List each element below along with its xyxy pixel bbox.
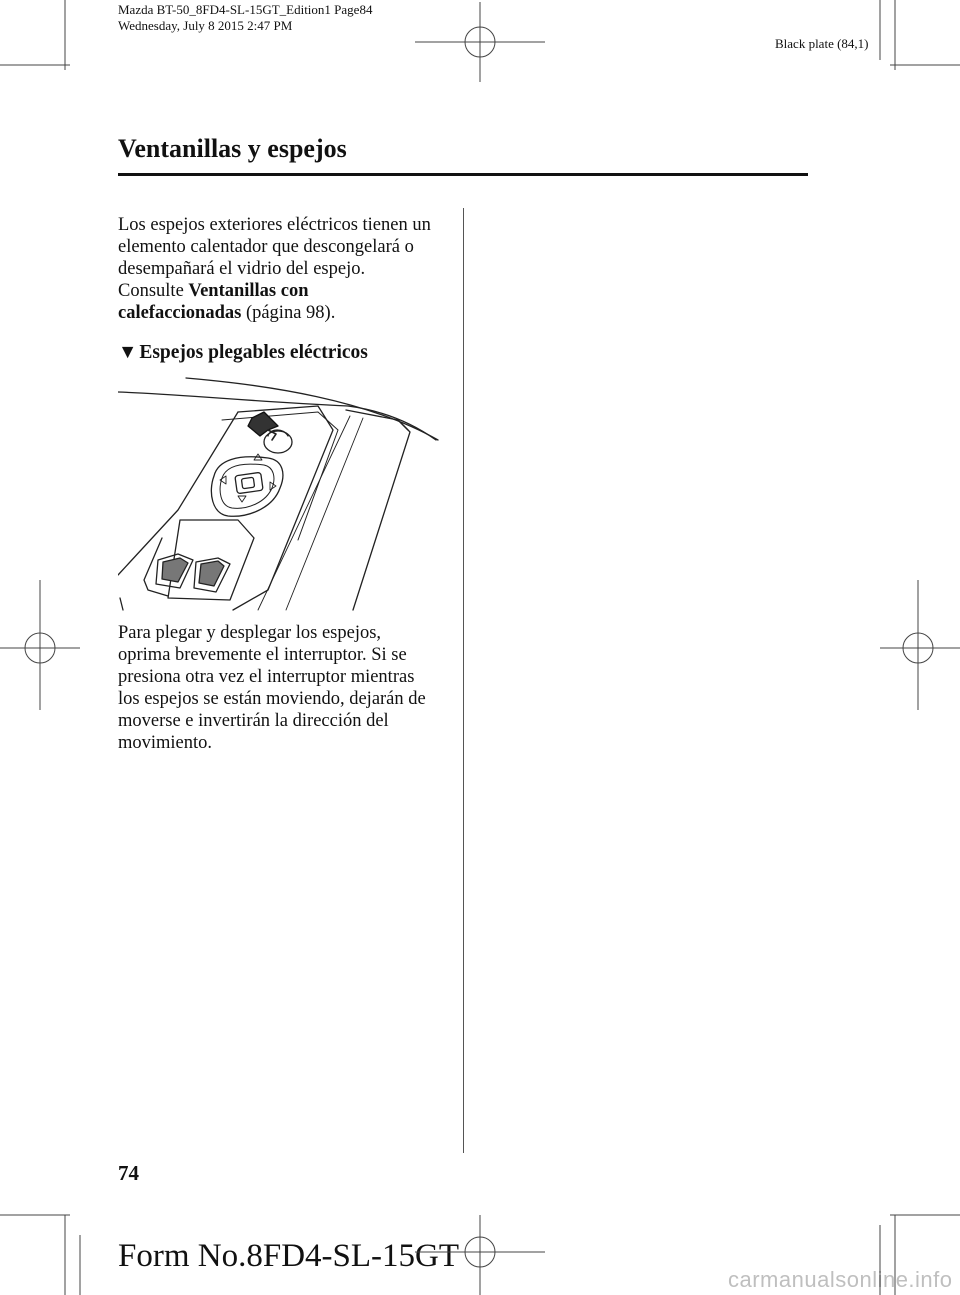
instructions-line-4: los espejos se están moviendo, dejarán de <box>118 689 426 709</box>
page-number: 74 <box>118 1161 139 1185</box>
cross-reference-link-1[interactable]: Ventanillas con <box>188 281 309 301</box>
registration-mark-right <box>880 580 960 710</box>
print-header-file: Mazda BT-50_8FD4-SL-15GT_Edition1 Page84 <box>118 2 373 17</box>
registration-mark-top <box>415 2 545 82</box>
registration-mark-left <box>0 580 80 710</box>
intro-line-1: Los espejos exteriores eléctricos tienen un <box>118 215 431 235</box>
instructions-line-1: Para plegar y desplegar los espejos, <box>118 623 382 643</box>
watermark: carmanualsonline.info <box>728 1267 953 1292</box>
page-reference: (página 98). <box>241 303 336 323</box>
subsection-heading-text: Espejos plegables eléctricos <box>139 342 368 363</box>
intro-line-2: elemento calentador que descongelará o <box>118 237 414 257</box>
print-header-date: Wednesday, July 8 2015 2:47 PM <box>118 18 293 33</box>
registration-mark-bottom <box>415 1215 545 1295</box>
instructions-line-3: presiona otra vez el interruptor mientras <box>118 667 415 687</box>
instructions-line-5: moverse e invertirán la dirección del <box>118 711 389 731</box>
consult-text: Consulte <box>118 281 189 301</box>
triangle-marker-icon: ▼ <box>118 342 138 363</box>
intro-line-3: desempañará el vidrio del espejo. <box>118 259 366 279</box>
section-title: Ventanillas y espejos <box>118 134 347 163</box>
black-plate-label: Black plate (84,1) <box>775 36 869 51</box>
cross-reference-link-2[interactable]: calefaccionadas <box>118 303 242 323</box>
form-number: Form No.8FD4-SL-15GT <box>118 1238 460 1274</box>
instructions-line-6: movimiento. <box>118 733 213 753</box>
instructions-line-2: oprima brevemente el interruptor. Si se <box>118 645 407 665</box>
